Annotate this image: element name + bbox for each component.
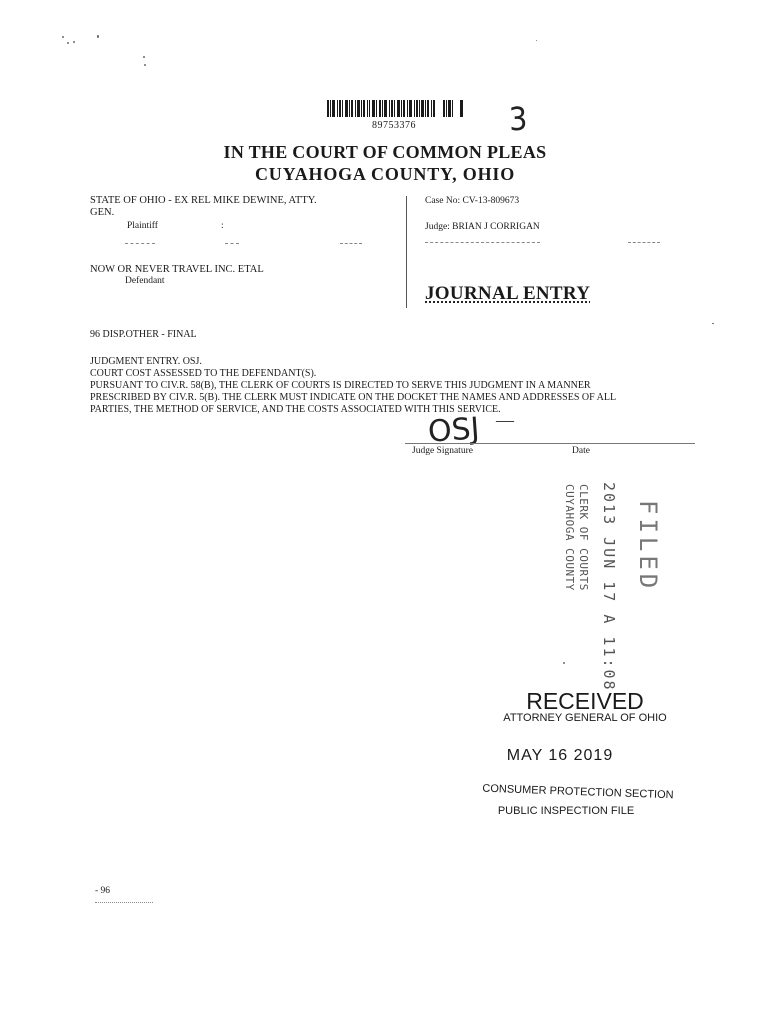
entry-line: PRESCRIBED BY CIV.R. 5(B). THE CLERK MUST INDICATE ON THE DOCKET THE NAMES AND ADDRESSES OF ALL	[90, 392, 617, 403]
handwritten-dash: —	[496, 410, 514, 430]
entry-line: PURSUANT TO CIV.R. 58(B), THE CLERK OF COURTS IS DIRECTED TO SERVE THIS JUDGMENT IN A MANNER	[90, 380, 591, 391]
received-stamp-file: PUBLIC INSPECTION FILE	[497, 805, 635, 817]
handwritten-page-mark: 3	[508, 99, 529, 139]
date-label: Date	[572, 446, 590, 456]
received-stamp-date: MAY 16 2019	[506, 747, 614, 764]
county-name: CUYAHOGA COUNTY, OHIO	[254, 164, 515, 184]
caption-dashes	[425, 242, 540, 243]
court-name: IN THE COURT OF COMMON PLEAS	[223, 142, 547, 162]
filed-stamp-word: FILED	[634, 500, 662, 593]
entry-line: JUDGMENT ENTRY. OSJ.	[90, 356, 202, 367]
plaintiff-name-continued: GEN.	[90, 207, 115, 218]
barcode-number: 89753376	[372, 120, 416, 131]
received-stamp-agency: ATTORNEY GENERAL OF OHIO	[503, 712, 667, 724]
scan-speck	[73, 41, 75, 43]
caption-divider	[406, 196, 407, 308]
plaintiff-label: Plaintiff	[127, 221, 158, 231]
defendant-name: NOW OR NEVER TRAVEL INC. ETAL	[90, 264, 264, 275]
entry-line: COURT COST ASSESSED TO THE DEFENDANT(S).	[90, 368, 317, 379]
received-stamp-section: CONSUMER PROTECTION SECTION	[482, 782, 674, 802]
scan-speck	[143, 56, 145, 58]
scan-speck	[563, 662, 565, 664]
plaintiff-colon: :	[221, 221, 224, 231]
defendant-label: Defendant	[125, 276, 165, 286]
handwritten-initials: OSJ	[426, 411, 481, 450]
received-stamp-title: RECEIVED	[526, 688, 644, 714]
judge-signature-label: Judge Signature	[412, 446, 473, 456]
filed-stamp-datetime: 2013 JUN 17 A 11:08	[600, 482, 618, 692]
barcode	[327, 100, 464, 117]
footer-dots	[95, 902, 153, 903]
caption-dashes	[225, 243, 239, 244]
caption-dashes	[340, 243, 362, 244]
scan-speck	[97, 35, 99, 38]
plaintiff-name: STATE OF OHIO - EX REL MIKE DEWINE, ATTY.	[90, 195, 317, 206]
signature-line	[405, 443, 695, 444]
caption-dashes	[125, 243, 155, 244]
entry-line: PARTIES, THE METHOD OF SERVICE, AND THE COSTS ASSOCIATED WITH THIS SERVICE.	[90, 404, 501, 415]
judge-name: Judge: BRIAN J CORRIGAN	[425, 222, 540, 232]
scan-speck	[144, 64, 146, 66]
scan-speck	[62, 36, 64, 38]
scan-speck	[536, 40, 537, 41]
filed-stamp-clerk: CLERK OF COURTS	[577, 484, 590, 591]
case-number: Case No: CV-13-809673	[425, 196, 520, 206]
filed-stamp-county: CUYAHOGA COUNTY	[563, 484, 576, 591]
journal-entry-title: JOURNAL ENTRY	[425, 283, 591, 304]
scan-speck	[67, 42, 69, 44]
caption-dashes	[628, 242, 660, 243]
scan-speck	[712, 323, 714, 324]
disposition: 96 DISP.OTHER - FINAL	[90, 329, 197, 340]
footer-code: - 96	[95, 886, 111, 896]
